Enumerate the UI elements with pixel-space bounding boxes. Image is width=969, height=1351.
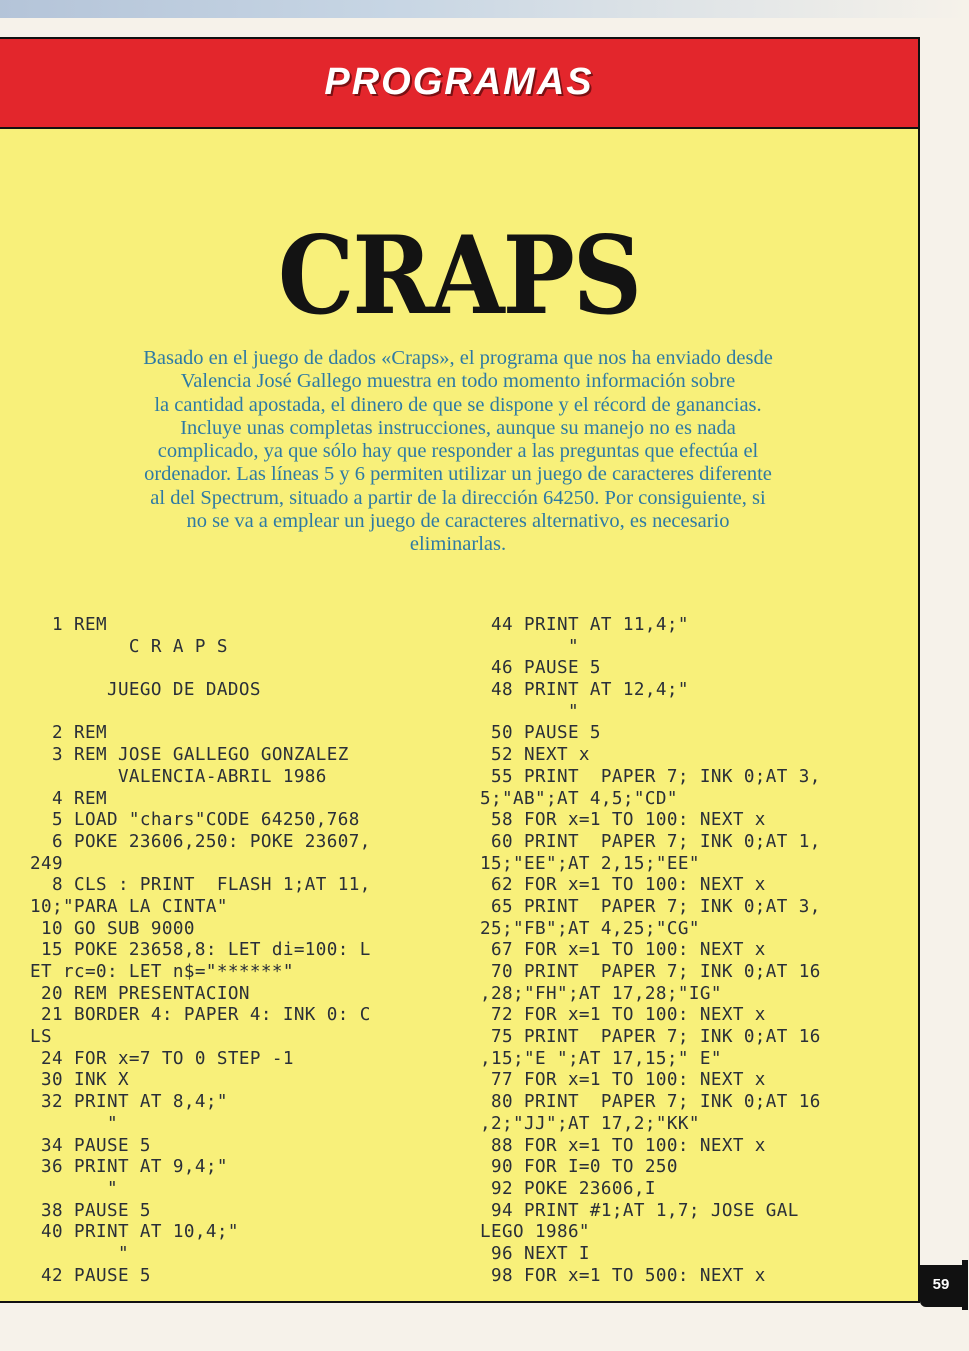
- code-line: 32 PRINT AT 8,4;": [30, 1092, 228, 1113]
- code-line: 5;"AB";AT 4,5;"CD": [480, 788, 678, 809]
- intro-line: complicado, ya que sólo hay que responder a las preguntas que efectúa el: [157, 440, 759, 463]
- code-line: 38 PAUSE 5: [30, 1200, 151, 1221]
- code-line: 15;"EE";AT 2,15;"EE": [480, 853, 700, 874]
- code-line: 72 FOR x=1 TO 100: NEXT x: [480, 1005, 766, 1026]
- code-line: 98 FOR x=1 TO 500: NEXT x: [480, 1265, 766, 1286]
- intro-line: eliminarlas.: [409, 533, 507, 556]
- code-line: 24 FOR x=7 TO 0 STEP -1: [30, 1048, 294, 1069]
- code-line: 40 PRINT AT 10,4;": [30, 1222, 239, 1243]
- code-line: 34 PAUSE 5: [30, 1135, 151, 1156]
- code-line: 30 INK X: [30, 1070, 129, 1091]
- code-line: 96 NEXT I: [480, 1243, 590, 1264]
- top-edge-tint: [0, 0, 969, 18]
- section-title: PROGRAMAS: [324, 61, 594, 103]
- intro-line: Basado en el juego de dados «Craps», el programa que nos ha enviado desde: [143, 347, 773, 369]
- intro-line: Valencia José Gallego muestra en todo momento información sobre: [180, 370, 736, 393]
- code-line: 75 PRINT PAPER 7; INK 0;AT 16: [480, 1027, 821, 1048]
- code-line: ": [480, 701, 579, 722]
- code-line: 88 FOR x=1 TO 100: NEXT x: [480, 1135, 766, 1156]
- code-line: 80 PRINT PAPER 7; INK 0;AT 16: [480, 1092, 821, 1113]
- code-line: 4 REM: [30, 788, 107, 809]
- code-line: 5 LOAD "chars"CODE 64250,768: [30, 810, 360, 831]
- code-line: 94 PRINT #1;AT 1,7; JOSE GAL: [480, 1200, 799, 1221]
- code-line: 1 REM: [30, 615, 107, 635]
- code-line: ,2;"JJ";AT 17,2;"KK": [480, 1113, 700, 1134]
- intro-line: Incluye unas completas instrucciones, aunque su manejo no es nada: [180, 416, 736, 439]
- code-line: 52 NEXT x: [480, 745, 590, 766]
- code-line: 42 PAUSE 5: [30, 1265, 151, 1286]
- code-line: 65 PRINT PAPER 7; INK 0;AT 3,: [480, 896, 821, 917]
- code-line: 67 FOR x=1 TO 100: NEXT x: [480, 940, 766, 961]
- code-line: [30, 702, 460, 724]
- intro-line: la cantidad apostada, el dinero de que se dispone y el récord de ganancias.: [154, 393, 762, 416]
- code-line: 3 REM JOSE GALLEGO GONZALEZ: [30, 745, 349, 766]
- code-line: 36 PRINT AT 9,4;": [30, 1157, 228, 1178]
- code-line: VALENCIA-ABRIL 1986: [30, 766, 327, 787]
- code-line: 58 FOR x=1 TO 100: NEXT x: [480, 810, 766, 831]
- code-line: 62 FOR x=1 TO 100: NEXT x: [480, 875, 766, 896]
- section-banner: [0, 39, 918, 129]
- code-line: 21 BORDER 4: PAPER 4: INK 0: C: [30, 1005, 371, 1026]
- code-line: 44 PRINT AT 11,4;": [480, 615, 689, 635]
- code-line: LS: [30, 1027, 52, 1048]
- code-line: ": [30, 1243, 129, 1264]
- code-line: 25;"FB";AT 4,25;"CG": [480, 918, 700, 939]
- code-line: 20 REM PRESENTACION: [30, 983, 250, 1004]
- article-title: CRAPS: [277, 212, 641, 339]
- code-line: 48 PRINT AT 12,4;": [480, 680, 689, 701]
- code-line: 77 FOR x=1 TO 100: NEXT x: [480, 1070, 766, 1091]
- code-line: [30, 658, 460, 680]
- code-line: 60 PRINT PAPER 7; INK 0;AT 1,: [480, 831, 821, 852]
- intro-line: al del Spectrum, situado a partir de la dirección 64250. Por consiguiente, si: [150, 486, 766, 509]
- code-line: 92 POKE 23606,I: [480, 1178, 656, 1199]
- code-line: 46 PAUSE 5: [480, 658, 601, 679]
- page-number: 59: [932, 1276, 950, 1293]
- code-listing-right: [480, 615, 910, 1287]
- intro-line: no se va a emplear un juego de caracteres alternativo, es necesario: [186, 510, 730, 533]
- code-line: ": [480, 636, 579, 657]
- code-line: 10 GO SUB 9000: [30, 918, 195, 939]
- code-line: 15 POKE 23658,8: LET di=100: L: [30, 940, 371, 961]
- code-line: ,28;"FH";AT 17,28;"IG": [480, 983, 722, 1004]
- code-line: 10;"PARA LA CINTA": [30, 896, 228, 917]
- intro-paragraph: [98, 347, 818, 557]
- code-line: 50 PAUSE 5: [480, 723, 601, 744]
- code-line: 249: [30, 853, 63, 874]
- code-listing-left: [30, 615, 460, 1287]
- code-line: C R A P S: [30, 636, 228, 657]
- code-line: ": [30, 1178, 118, 1199]
- page-edge-marker: [962, 1260, 968, 1310]
- article-panel: [0, 37, 920, 1303]
- intro-line: ordenador. Las líneas 5 y 6 permiten utilizar un juego de caracteres diferente: [144, 463, 772, 486]
- code-line: 70 PRINT PAPER 7; INK 0;AT 16: [480, 962, 821, 982]
- code-line: ET rc=0: LET n$="******": [30, 962, 294, 982]
- code-line: 8 CLS : PRINT FLASH 1;AT 11,: [30, 875, 371, 896]
- code-line: 6 POKE 23606,250: POKE 23607,: [30, 831, 371, 852]
- code-line: 90 FOR I=0 TO 250: [480, 1157, 678, 1178]
- code-line: LEGO 1986": [480, 1222, 590, 1243]
- code-line: 55 PRINT PAPER 7; INK 0;AT 3,: [480, 766, 821, 787]
- code-line: JUEGO DE DADOS: [30, 680, 261, 701]
- code-line: ,15;"E ";AT 17,15;" E": [480, 1048, 722, 1069]
- code-line: 2 REM: [30, 723, 107, 744]
- code-line: ": [30, 1113, 118, 1134]
